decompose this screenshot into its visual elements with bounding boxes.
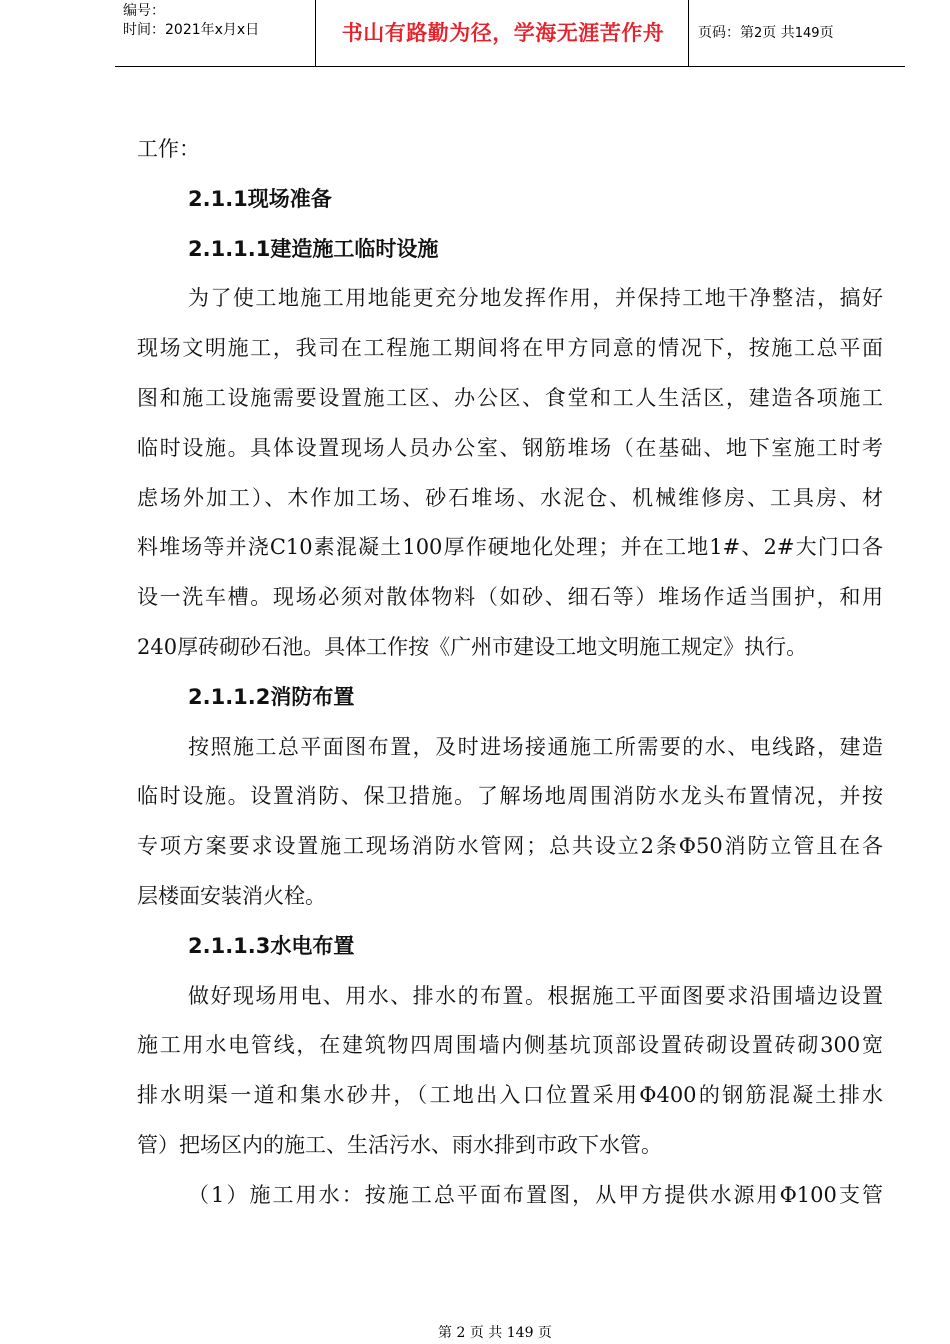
paragraph-line: 为了使工地施工用地能更充分地发挥作用，并保持工地干净整洁，搞好	[188, 286, 883, 311]
paragraph-line: 虑场外加工）、木作加工场、砂石堆场、水泥仓、机械维修房、工具房、材	[137, 485, 883, 510]
paragraph-line: 240厚砖砌砂石池。具体工作按《广州市建设工地文明施工规定》执行。	[137, 634, 808, 659]
paragraph-line: 设一洗车槽。现场必须对散体物料（如砂、细石等）堆场作适当围护，和用	[137, 585, 883, 610]
paragraph-line: 层楼面安装消火栓。	[137, 883, 326, 908]
header-divider-left	[315, 0, 316, 66]
page-header	[115, 0, 905, 67]
page-mid: 页 共	[762, 25, 795, 41]
header-motto: 书山有路勤为径，学海无涯苦作舟	[341, 21, 665, 45]
page-suffix: 页	[819, 25, 834, 41]
paragraph-line: 工作：	[137, 137, 200, 161]
document-body	[137, 125, 883, 1221]
paragraph-line: 做好现场用电、用水、排水的布置。根据施工平面图要求沿围墙边设置	[188, 983, 883, 1008]
page-number: 2	[754, 26, 763, 41]
serial-label: 编号：	[123, 3, 165, 19]
header-divider-right	[688, 0, 689, 66]
paragraph-line: 图和施工设施需要设置施工区、办公区、食堂和工人生活区，建造各项施工	[137, 385, 883, 410]
paragraph-line: （1）施工用水：按施工总平面布置图，从甲方提供水源用Φ100支管	[188, 1182, 883, 1207]
paragraph-line: 按照施工总平面图布置，及时进场接通施工所需要的水、电线路，建造	[188, 734, 883, 759]
paragraph-line: 施工用水电管线，在建筑物四周围墙内侧基坑顶部设置砖砌设置砖砌300宽	[137, 1033, 883, 1058]
section-heading: 2.1.1.1建造施工临时设施	[188, 236, 439, 261]
paragraph-line: 专项方案要求设置施工现场消防水管网；总共设立2条Φ50消防立管且在各	[137, 834, 883, 859]
paragraph-line: 料堆场等并浇C10素混凝土100厚作硬地化处理；并在工地1#、2#大门口各	[137, 535, 883, 560]
page-prefix: 页码：第	[698, 25, 754, 41]
page-total: 149	[794, 26, 820, 41]
section-heading: 2.1.1.2消防布置	[188, 684, 355, 709]
time-label: 时间：2021年x月x日	[123, 22, 260, 38]
paragraph-line: 排水明渠一道和集水砂井，（工地出入口位置采用Φ400的钢筋混凝土排水	[137, 1083, 883, 1108]
paragraph-line: 临时设施。设置消防、保卫措施。了解场地周围消防水龙头布置情况，并按	[137, 784, 883, 809]
paragraph-line: 管）把场区内的施工、生活污水、雨水排到市政下水管。	[137, 1132, 662, 1157]
header-page-info	[698, 0, 834, 66]
header-meta	[123, 2, 323, 40]
paragraph-line: 现场文明施工，我司在工程施工期间将在甲方同意的情况下，按施工总平面	[137, 336, 883, 361]
page-footer: 第 2 页 共 149 页	[438, 1325, 552, 1341]
paragraph-line: 临时设施。具体设置现场人员办公室、钢筋堆场（在基础、地下室施工时考	[137, 435, 883, 460]
section-heading: 2.1.1现场准备	[188, 186, 332, 211]
section-heading: 2.1.1.3水电布置	[188, 933, 355, 958]
